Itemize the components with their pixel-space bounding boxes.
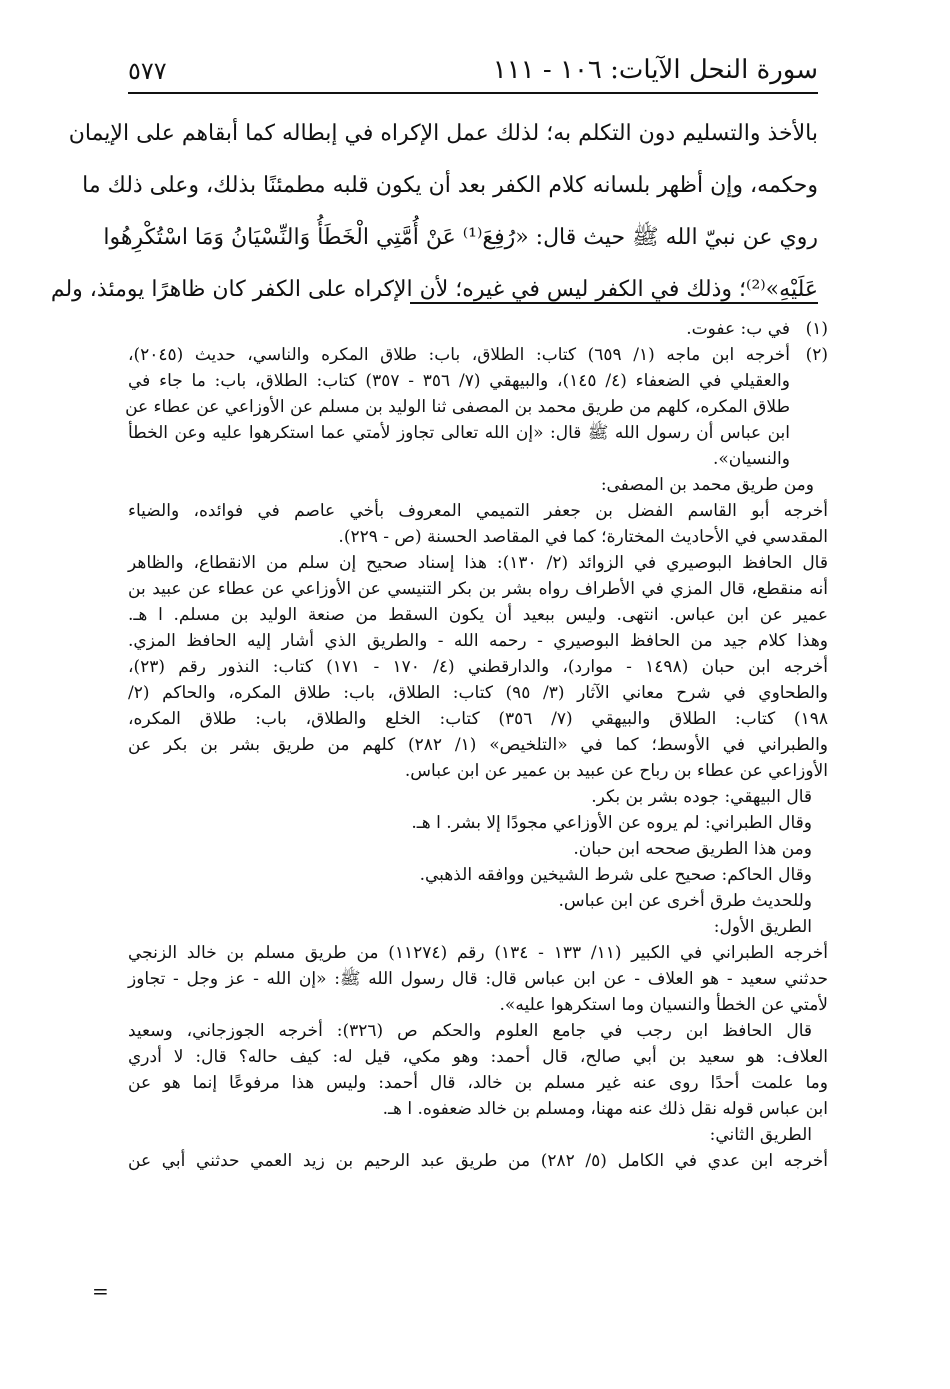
- note-line: والطحاوي في شرح معاني الآثار (٣/ ٩٥) كتاب: الطلاق، باب: طلاق المكره، والحاكم (٢/: [128, 683, 828, 703]
- note-line: حدثني سعيد - هو العلاف - عن ابن عباس قال: قال رسول الله ﷺ: «إن الله - عز وجل - تجاوز: [128, 969, 828, 989]
- note-line: أنه منقطع، قال المزي في الأطراف رواه بشر بن بكر التنيسي عن الأوزاعي عن عطاء عن عبيد بن: [128, 579, 828, 599]
- page-number: ٥٧٧: [128, 57, 167, 85]
- footnotes: [125, 316, 829, 1174]
- note-line: أخرجه أبو القاسم الفضل بن جعفر التميمي المعروف بأخي عاصم في فوائده، والضياء: [128, 501, 828, 521]
- note-line: ١٩٨) كتاب: الطلاق والبيهقي (٧/ ٣٥٦) كتاب: الخلع والطلاق، باب: طلاق المكره،: [128, 709, 828, 729]
- note-line: وما علمت أحدًا روى عنه غير مسلم بن خالد، قال أحمد: وليس هذا مرفوعًا إنما هو عن: [128, 1073, 828, 1093]
- footnote-2: [125, 342, 828, 472]
- note-line: أخرجه ابن عدي في الكامل (٥/ ٢٨٢) من طريق عبد الرحيم بن زيد العمي حدثني أبي عن: [128, 1151, 828, 1171]
- note-line: قال الحافظ البوصيري في الزوائد (٢/ ١٣٠): هذا إسناد صحيح إن سلم من الانقطاع، والظاهر: [128, 553, 828, 573]
- note-line: والطبراني في الأوسط؛ كما في «التلخيص» (١/ ٢٨٢) كلهم من طريق بشر بن بكر عن: [128, 735, 829, 755]
- note-line: عمير عن ابن عباس. انتهى. وليس ببعيد أن يكون السقط من صنعة الوليد بن مسلم. ا هـ.: [128, 605, 828, 625]
- continuation-mark: =: [92, 1279, 109, 1303]
- note-line: وقال الحاكم: صحيح على شرط الشيخين ووافقه الذهبي.: [419, 865, 812, 885]
- body-line: وحكمه، وإن أظهر بلسانه كلام الكفر بعد أن يكون قلبه مطمئنًا بذلك، وعلى ذلك ما: [82, 173, 818, 198]
- body-line: بالأخذ والتسليم دون التكلم به؛ لذلك عمل الإكراه في إبطاله كما أبقاهم على الإيمان: [68, 121, 818, 146]
- header-rule: [128, 92, 818, 94]
- note-line: ومن هذا الطريق صححه ابن حبان.: [573, 839, 812, 859]
- footnote-1: [128, 316, 828, 342]
- page-header: [128, 50, 818, 94]
- note-line: أخرجه ابن حبان (١٤٩٨ - موارد)، والدارقطني (٤/ ١٧٠ - ١٧١) كتاب: النذور رقم (٢٣)،: [128, 657, 828, 677]
- footnote-line: والنسيان».: [712, 449, 790, 469]
- main-text: [50, 108, 818, 316]
- note-line: الطريق الأول:: [713, 917, 812, 937]
- note-line: أخرجه الطبراني في الكبير (١١/ ١٣٣ - ١٣٤) رقم (١١٢٧٤) من طريق مسلم بن خالد الزنجي: [128, 943, 828, 963]
- note-line: العلاف: هو سعيد بن أبي صالح، قال أحمد: وهو مكي، قيل له: كيف حاله؟ قال: لا أدري: [128, 1047, 828, 1067]
- note-line: قال الحافظ ابن رجب في جامع العلوم والحكم ص (٣٢٦): أخرجه الجوزجاني، وسعيد: [128, 1021, 812, 1041]
- note-line: ومن طريق محمد بن المصفى:: [600, 475, 814, 495]
- note-line: الأوزاعي عن عطاء بن رباح عن عبيد بن عمير عن ابن عباس.: [404, 761, 828, 781]
- footnote-line: طلاق المكره، كلهم من طريق محمد بن المصفى ثنا الوليد بن مسلم عن الأوزاعي عن عطاء عن: [125, 397, 790, 417]
- note-line: لأمتي عن الخطأ والنسيان وما استكرهوا عليه».: [499, 995, 828, 1015]
- footnote-line: في ب: عفوت.: [686, 319, 790, 339]
- body-line: روي عن نبيّ الله ﷺ حيث قال: «رُفِعَ⁽¹⁾ عَنْ أُمَّتِي الْخَطَأُ وَالنِّسْيَانُ وَمَا اسْتُكْرِهُوا: [103, 225, 818, 250]
- note-line: وللحديث طرق أخرى عن ابن عباس.: [558, 891, 812, 911]
- note-line: وقال الطبراني: لم يروه عن الأوزاعي مجودًا إلا بشر. ا هـ.: [411, 813, 812, 833]
- note-line: المقدسي في الأحاديث المختارة؛ كما في المقاصد الحسنة (ص - ٢٢٩).: [338, 527, 828, 547]
- footnote-line: أخرجه ابن ماجه (١/ ٦٥٩) كتاب: الطلاق، باب: طلاق المكره والناسي، حديث (٢٠٤٥)،: [128, 345, 790, 365]
- footnote-line: ابن عباس أن رسول الله ﷺ قال: «إن الله تعالى تجاوز لأمتي عما استكرهوا عليه وعن الخطأ: [128, 423, 790, 443]
- body-line: عَلَيْهِ»⁽²⁾؛ وذلك في الكفر ليس في غيره؛ لأن الإكراه على الكفر كان ظاهرًا يومئذ، ولم: [50, 277, 818, 302]
- note-line: ابن عباس قوله نقل ذلك عنه مهنا، ومسلم بن خالد ضعفوه. ا هـ.: [382, 1099, 828, 1119]
- footnote-2-continued: [128, 472, 828, 1174]
- note-line: الطريق الثاني:: [709, 1125, 812, 1145]
- footnote-number: (٢): [805, 345, 828, 365]
- footnote-line: والعقيلي في الضعفاء (٤/ ١٤٥)، والبيهقي (٧/ ٣٥٦ - ٣٥٧) كتاب: الطلاق، باب: ما جاء في: [128, 371, 790, 391]
- note-line: قال البيهقي: جوده بشر بن بكر.: [591, 787, 812, 807]
- running-title: سورة النحل الآيات: ١٠٦ - ١١١: [492, 55, 818, 85]
- note-line: وهذا كلام جيد من الحافظ البوصيري - رحمه الله - والطريق الذي أشار إليه الحافظ المزي.: [128, 631, 828, 651]
- footnote-number: (١): [805, 319, 828, 339]
- footnote-separator: [410, 302, 818, 304]
